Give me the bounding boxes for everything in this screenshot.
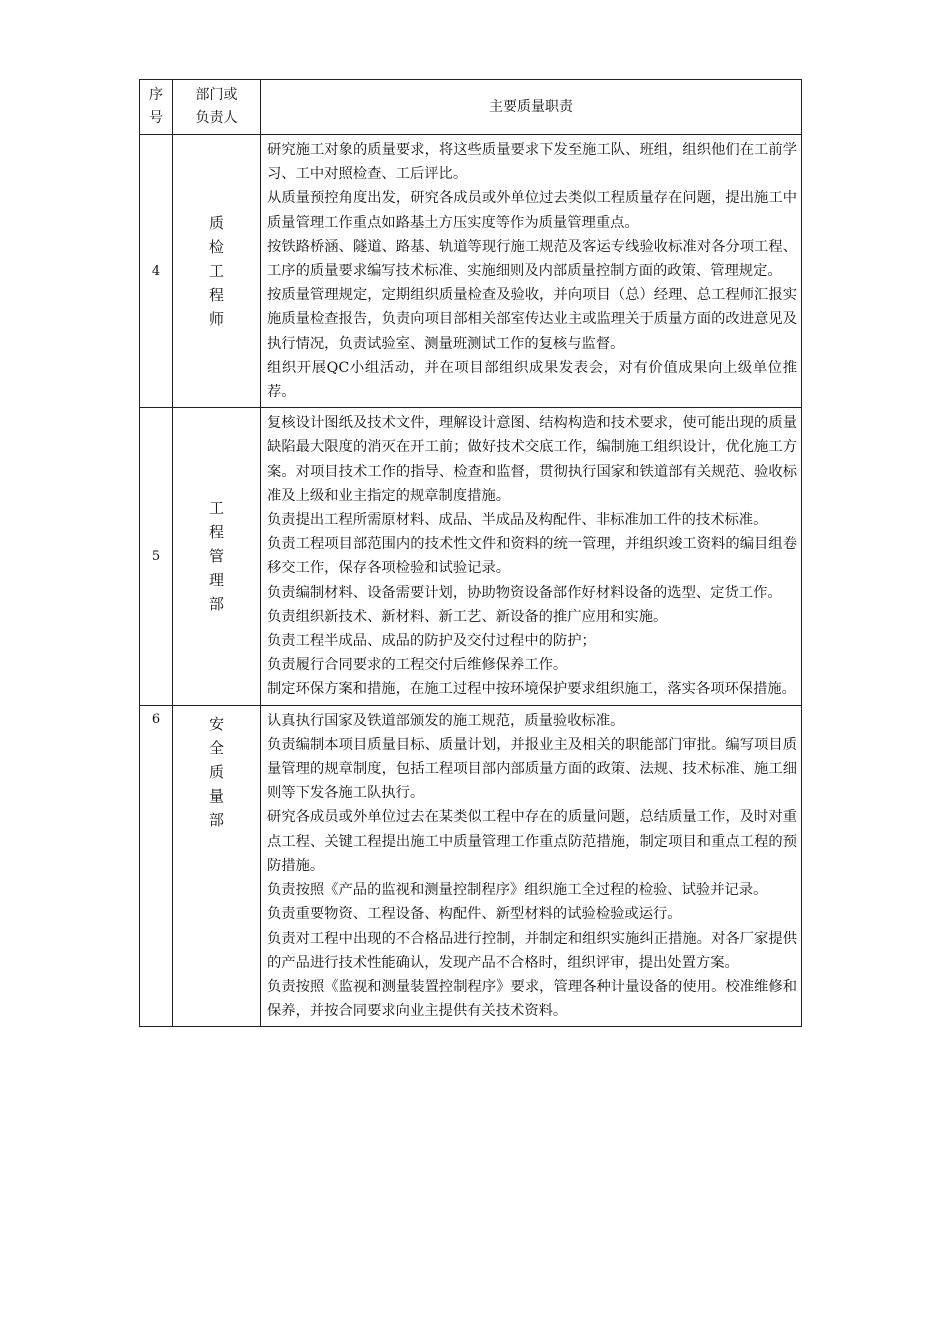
dept-char: 工 (208, 499, 224, 518)
duty-item: 负责提出工程所需原材料、成品、半成品及构配件、非标准加工件的技术标准。 (267, 512, 768, 529)
duty-item: 负责履行合同要求的工程交付后维修保养工作。 (267, 657, 568, 674)
table-header-row (140, 80, 802, 135)
dept-char: 师 (208, 310, 224, 329)
dept-char: 全 (208, 738, 224, 757)
header-dept (173, 80, 261, 135)
row-number: 5 (140, 408, 173, 705)
row-number: 6 (140, 705, 173, 1027)
duty-item: 从质量预控角度出发，研究各成员或外单位过去类似工程质量存在问题，提出施工中质量管理工作重点如路基土方压实度等作为质量管理重点。 (267, 190, 797, 231)
dept-char: 质 (208, 214, 224, 233)
dept-char: 部 (208, 595, 224, 614)
dept-char: 管 (208, 547, 224, 566)
duties-cell (261, 705, 802, 1027)
duty-item: 研究各成员或外单位过去在某类似工程中存在的质量问题，总结质量工作，及时对重点工程、关键工程提出施工中质量管理工作重点防范措施，制定项目和重点工程的预防措施。 (267, 809, 797, 874)
dept-char: 工 (208, 262, 224, 281)
table-row (140, 705, 802, 1027)
dept-cell (173, 135, 261, 408)
dept-char: 程 (208, 523, 224, 542)
dept-char: 理 (208, 571, 224, 590)
duty-item: 研究施工对象的质量要求，将这些质量要求下发至施工队、班组，组织他们在工前学习、工中对照检查、工后评比。 (267, 142, 797, 183)
dept-char: 量 (208, 786, 224, 805)
duty-item: 负责按照《产品的监视和测量控制程序》组织施工全过程的检验、试验并记录。 (267, 882, 768, 899)
duty-item: 负责工程项目部范围内的技术性文件和资料的统一管理，并组织竣工资料的编目组卷移交工作，保存各项检验和试验记录。 (267, 536, 797, 577)
duty-item: 负责对工程中出现的不合格品进行控制，并制定和组织实施纠正措施。对各厂家提供的产品进行技术性能确认，发现产品不合格时，组织评审，提出处置方案。 (267, 930, 797, 971)
dept-char: 检 (208, 238, 224, 257)
duty-item: 负责按照《监视和测量装置控制程序》要求，管理各种计量设备的使用。校准维修和保养，并按合同要求向业主提供有关技术资料。 (267, 978, 797, 1020)
duty-item: 负责编制本项目质量目标、质量计划，并报业主及相关的职能部门审批。编写项目质量管理的规章制度，包括工程项目部内部质量方面的政策、法规、技术标准、施工细则等下发各施工队执行。 (267, 736, 797, 802)
duty-item: 按质量管理规定，定期组织质量检查及验收，并向项目（总）经理、总工程师汇报实施质量检查报告，负责向项目部相关部室传达业主或监理关于质量方面的改进意见及执行情况，负责试验室、测量班测试工作的复核与监督。 (267, 287, 797, 352)
duty-item: 负责编制材料、设备需要计划，协助物资设备部作好材料设备的选型、定货工作。 (267, 584, 782, 601)
duty-item: 按铁路桥涵、隧道、路基、轨道等现行施工规范及客运专线验收标准对各分项工程、工序的质量要求编写技术标准、实施细则及内部质量控制方面的政策、管理规定。 (267, 238, 797, 280)
duty-item: 负责重要物资、工程设备、构配件、新型材料的试验检验或运行。 (267, 906, 682, 923)
dept-cell (173, 408, 261, 705)
dept-char: 安 (208, 714, 224, 733)
quality-duties-table (139, 79, 802, 1027)
table-row (140, 135, 802, 408)
header-seq (140, 80, 173, 135)
dept-cell (173, 705, 261, 1027)
duty-item: 负责工程半成品、成品的防护及交付过程中的防护； (267, 633, 596, 650)
duties-cell (261, 408, 802, 705)
dept-char: 程 (208, 286, 224, 305)
duty-item: 制定环保方案和措施，在施工过程中按环境保护要求组织施工，落实各项环保措施。 (267, 681, 796, 698)
dept-char: 质 (208, 762, 224, 781)
duty-item: 认真执行国家及铁道部颁发的施工规范，质量验收标准。 (267, 712, 625, 729)
duties-cell (261, 135, 802, 408)
header-duties: 主要质量职责 (261, 80, 802, 135)
header-seq-text: 序号 (149, 87, 163, 126)
duty-item: 组织开展QC小组活动，并在项目部组织成果发表会，对有价值成果向上级单位推荐。 (267, 359, 797, 401)
table-row (140, 408, 802, 705)
row-number: 4 (140, 135, 173, 408)
header-dept-text: 部门或负责人 (195, 87, 238, 126)
duty-item: 复核设计图纸及技术文件，理解设计意图、结构构造和技术要求，使可能出现的质量缺陷最大限度的消灭在开工前；做好技术交底工作，编制施工组织设计，优化施工方案。对项目技术工作的指导、检查和监督，贯彻执行国家和铁道部有关规范、验收标准及上级和业主指定的规章制度措施。 (267, 415, 797, 504)
dept-char: 部 (208, 810, 224, 829)
duty-item: 负责组织新技术、新材料、新工艺、新设备的推广应用和实施。 (267, 608, 668, 625)
